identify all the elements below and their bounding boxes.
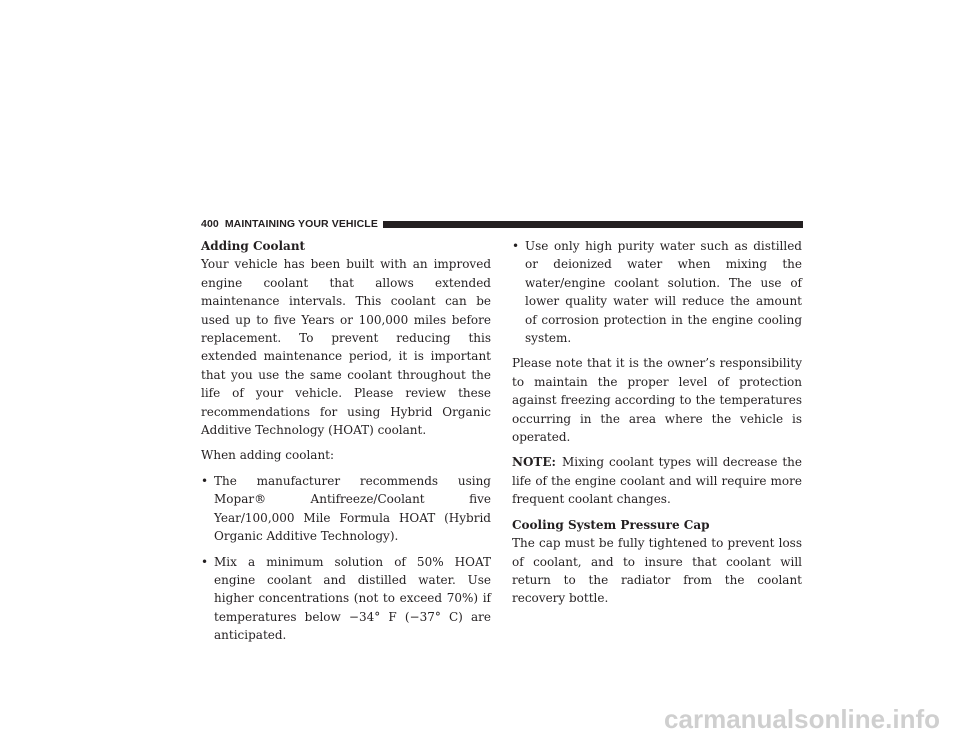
note-text: Mixing coolant types will decrease the life of the engine coolant and will require more frequent coolant changes. <box>512 455 802 507</box>
watermark: carmanualsonline.info <box>664 704 940 734</box>
body-paragraph: Your vehicle has been built with an improved engine coolant that allows extended maintenance intervals. This coolant can be used up to five Years or 100,000 miles before replacement. To prevent reducing this extended maintenance period, it is important that you use the same coolant throughout the life of your vehicle. Please review these recommendations for using Hybrid Organic Additive Technology (HOAT) coolant. <box>201 257 491 438</box>
list-item <box>201 553 491 645</box>
body-paragraph: The cap must be fully tightened to prevent loss of coolant, and to insure that coolant will return to the radiator from the coolant recovery bottle. <box>512 536 802 606</box>
bullet-icon: • <box>201 554 209 569</box>
bullet-icon: • <box>512 239 520 253</box>
header-rule <box>383 221 803 228</box>
section-heading-adding-coolant: Adding Coolant <box>201 239 306 253</box>
list-item <box>201 472 491 546</box>
section-title: MAINTAINING YOUR VEHICLE <box>224 218 378 230</box>
list-item-text: Use only high purity water such as distilled or deionized water when mixing the water/engine coolant solution. The use of lower quality water will reduce the amount of corrosion protection in the engine cooling system. <box>525 239 802 346</box>
section-heading-pressure-cap: Cooling System Pressure Cap <box>512 517 710 532</box>
list-item <box>512 237 802 347</box>
note-paragraph <box>512 453 802 508</box>
list-item-text: Mix a minimum solution of 50% HOAT engine coolant and distilled water. Use higher concentrations (not to exceed 70%) if temperatures below −34° F (−37° C) are anticipated. <box>214 554 491 643</box>
page-number: 400 <box>201 218 219 230</box>
intro-text: When adding coolant: <box>201 448 335 463</box>
body-paragraph: Please note that it is the owner’s responsibility to maintain the proper level of protection against freezing according to the temperatures occurring in the area where the vehicle is operated. <box>512 356 802 445</box>
note-label: NOTE: <box>512 455 556 470</box>
bullet-icon: • <box>201 473 209 488</box>
right-column <box>512 237 802 608</box>
left-column <box>201 237 491 645</box>
page-header <box>201 217 803 231</box>
list-item-text: The manufacturer recommends using Mopar® Antifreeze/Coolant five Year/100,000 Mile Formula HOAT (Hybrid Organic Additive Technology). <box>214 473 491 544</box>
